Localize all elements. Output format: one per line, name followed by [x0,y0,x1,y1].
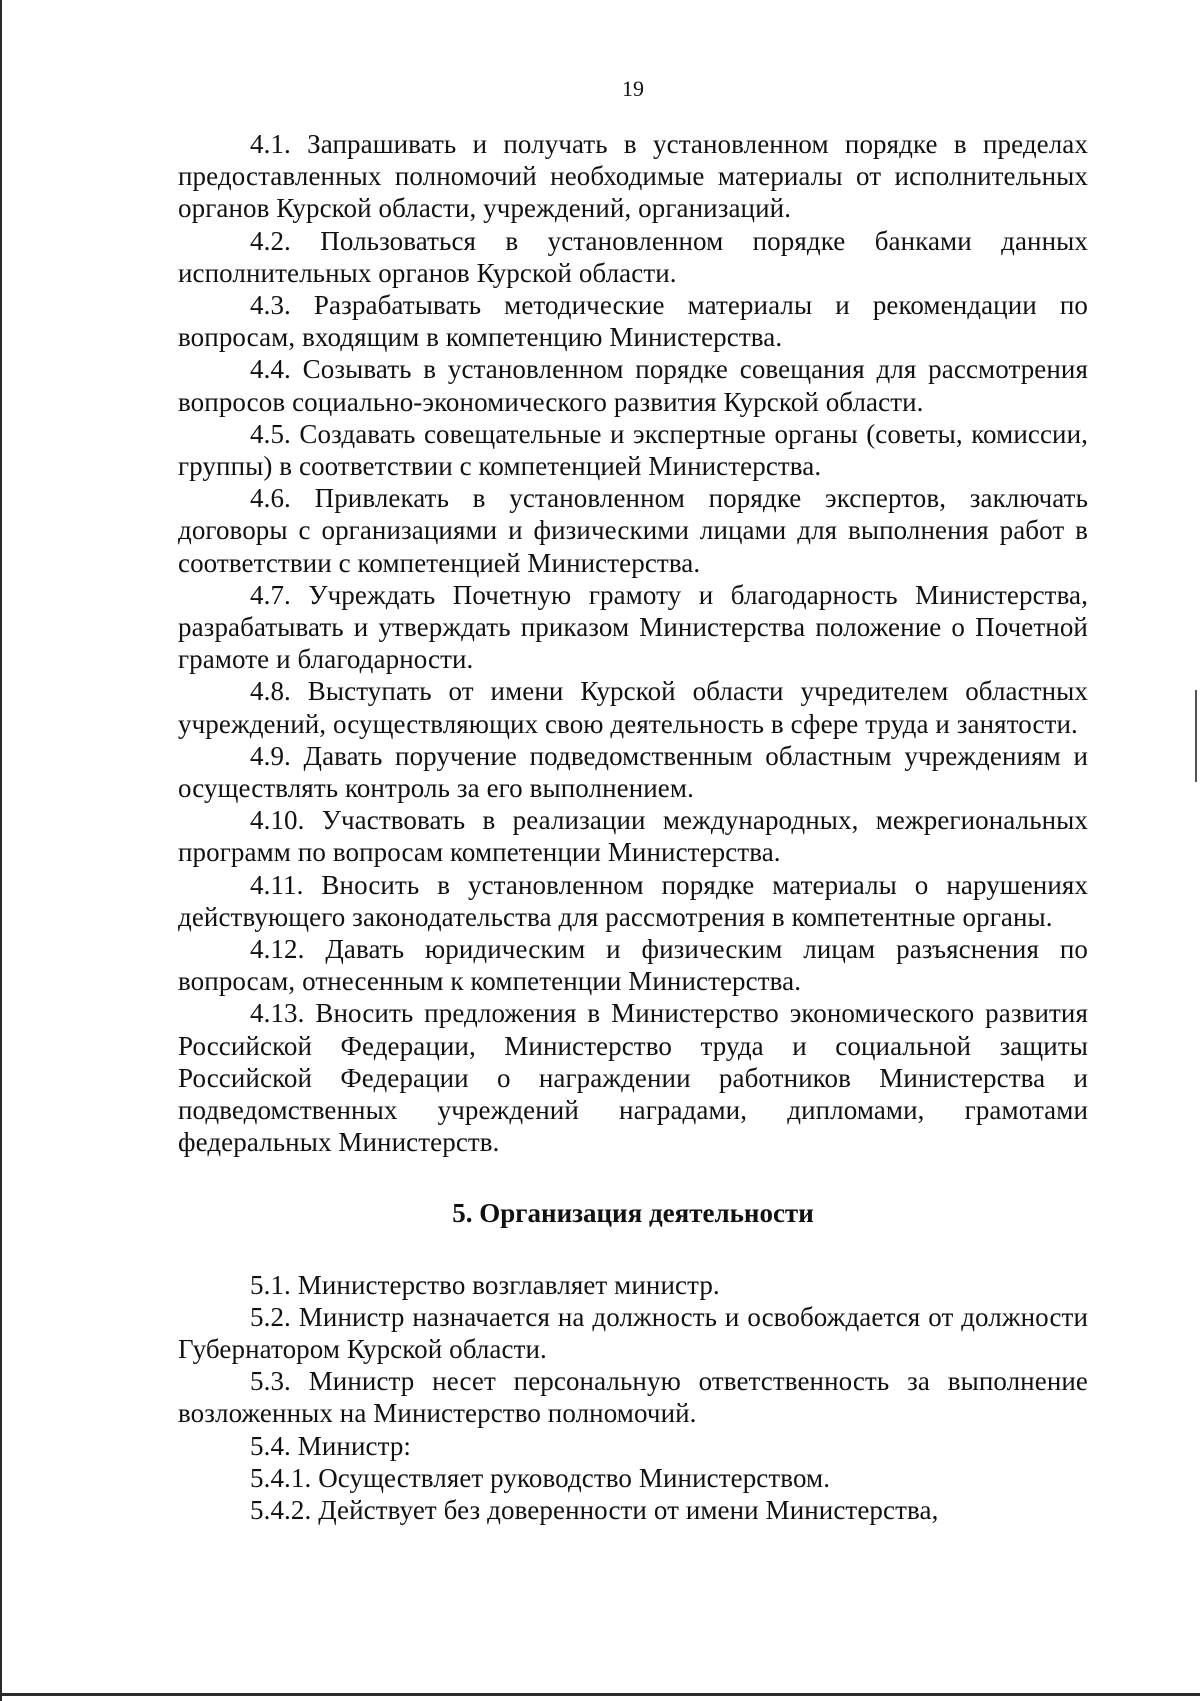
scan-edge-bottom [0,1693,1200,1696]
paragraph-4-3: 4.3. Разрабатывать методические материалы и рекомендации по вопросам, входящим в компетенцию Министерства. [178,290,1088,353]
paragraph-4-5: 4.5. Создавать совещательные и экспертные органы (советы, комиссии, группы) в соответствии с компетенцией Министерства. [178,418,1088,482]
page-number: 19 [622,76,644,101]
paragraph-4-12: 4.12. Давать юридическим и физическим лицам разъяснения по вопросам, отнесенным к компетенции Министерства. [178,934,1088,997]
paragraph-5-4-1: 5.4.1. Осуществляет руководство Министерством. [250,1462,831,1493]
document-page [178,74,1088,1526]
paragraph-4-9: 4.9. Давать поручение подведомственным областным учреждениям и осуществлять контроль за его выполнением. [178,740,1088,804]
paragraph-4-11: 4.11. Вносить в установленном порядке материалы о нарушениях действующего законодательства для рассмотрения в компетентные органы. [178,869,1088,932]
paragraph-5-1: 5.1. Министерство возглавляет министр. [250,1269,720,1300]
paragraph-4-8: 4.8. Выступать от имени Курской области учредителем областных учреждений, осуществляющих свою деятельность в сфере труда и занятости. [178,676,1088,739]
paragraph-5-3: 5.3. Министр несет персональную ответственность за выполнение возложенных на Министерство полномочий. [178,1366,1088,1429]
scan-edge-left [0,0,2,1701]
paragraph-4-13: 4.13. Вносить предложения в Министерство экономического развития Российской Федерации, Министерство труда и социальной защиты Российской Федерации о награждении работников Министерства и подведомственных учреждений наградами, дипломами, грамотами федеральных Министерств. [178,998,1088,1158]
paragraph-5-4: 5.4. Министр: [250,1430,412,1461]
paragraph-4-7: 4.7. Учреждать Почетную грамоту и благодарность Министерства, разрабатывать и утверждать приказом Министерства положение о Почетной грамоте и благодарности. [178,579,1088,675]
section-title: 5. Организация деятельности [452,1197,814,1228]
paragraph-5-4-2: 5.4.2. Действует без доверенности от имени Министерства, [250,1494,939,1525]
paragraph-4-2: 4.2. Пользоваться в установленном порядке банками данных исполнительных органов Курской области. [178,225,1088,288]
scan-edge-right-mark [1195,690,1197,782]
paragraph-4-10: 4.10. Участвовать в реализации международных, межрегиональных программ по вопросам компетенции Министерства. [178,805,1088,868]
paragraph-4-4: 4.4. Созывать в установленном порядке совещания для рассмотрения вопросов социально-экономического развития Курской области. [178,354,1088,417]
paragraph-4-1: 4.1. Запрашивать и получать в установленном порядке в пределах предоставленных полномочий необходимые материалы от исполнительных органов Курской области, учреждений, организаций. [178,129,1088,224]
paragraph-5-2: 5.2. Министр назначается на должность и освобождается от должности Губернатором Курской области. [178,1301,1088,1364]
paragraph-4-6: 4.6. Привлекать в установленном порядке экспертов, заключать договоры с организациями и физическими лицами для выполнения работ в соответствии с компетенцией Министерства. [178,483,1088,578]
